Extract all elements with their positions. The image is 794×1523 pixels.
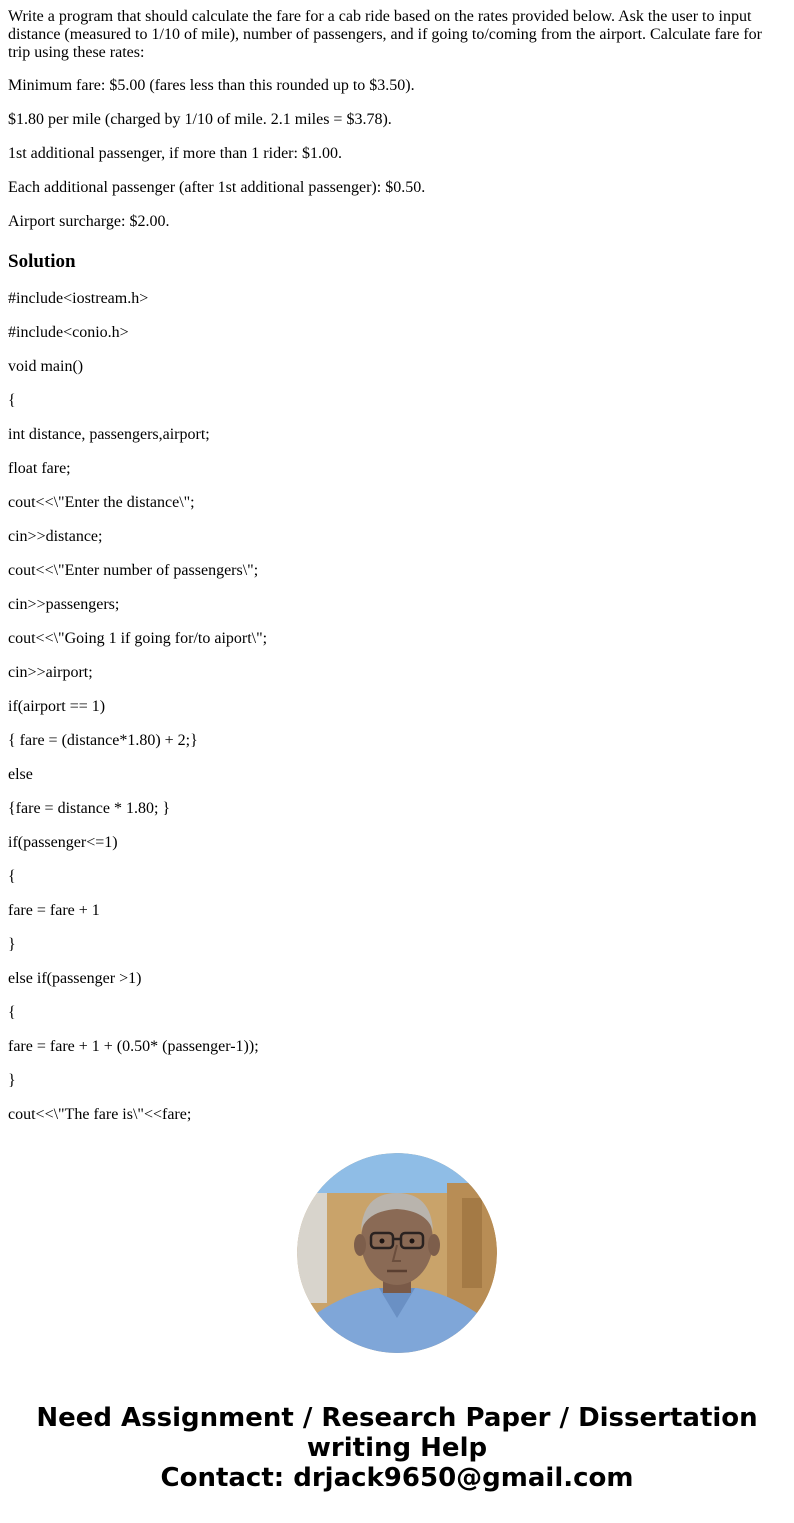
code-line: void main() (8, 358, 84, 375)
rate-minimum-fare: Minimum fare: $5.00 (fares less than this rounded up to $3.50). (8, 77, 415, 94)
rate-per-mile: $1.80 per mile (charged by 1/10 of mile. 2.1 miles = $3.78). (8, 111, 392, 128)
code-line: cout<<\"Enter number of passengers\"; (8, 562, 259, 579)
code-line: { (8, 1004, 16, 1021)
code-line: { (8, 392, 16, 409)
author-avatar (297, 1153, 497, 1353)
code-line: cin>>airport; (8, 664, 93, 681)
code-line: cin>>passengers; (8, 596, 120, 613)
code-line: { fare = (distance*1.80) + 2;} (8, 732, 198, 749)
solution-heading: Solution (8, 251, 76, 272)
code-line: fare = fare + 1 (8, 902, 100, 919)
code-line: fare = fare + 1 + (0.50* (passenger-1)); (8, 1038, 259, 1055)
banner-line-1: Need Assignment / Research Paper / Dissertation (36, 1403, 758, 1433)
code-line: int distance, passengers,airport; (8, 426, 210, 443)
code-line: cout<<\"Going 1 if going for/to aiport\"; (8, 630, 268, 647)
code-block (8, 290, 786, 1124)
rate-airport-surcharge: Airport surcharge: $2.00. (8, 213, 170, 230)
code-line: #include<iostream.h> (8, 290, 149, 307)
person-photo-icon (297, 1153, 497, 1353)
code-line: else if(passenger >1) (8, 970, 142, 987)
code-line: {fare = distance * 1.80; } (8, 800, 171, 817)
code-line: cout<<\"The fare is\"<<fare; (8, 1106, 192, 1123)
promo-banner (0, 1403, 794, 1493)
question-text: Write a program that should calculate the fare for a cab ride based on the rates provided below. Ask the user to input distance (measured to 1/10 of mile), number of passengers, and if going to/coming from the airport. Calculate fare for trip using these rates: (8, 8, 762, 61)
banner-contact-line: Contact: drjack9650@gmail.com (160, 1463, 634, 1493)
code-line: if(passenger<=1) (8, 834, 118, 851)
rate-first-additional-passenger: 1st additional passenger, if more than 1 rider: $1.00. (8, 145, 342, 162)
code-line: } (8, 936, 16, 953)
code-line: } (8, 1072, 16, 1089)
banner-line-2: writing Help (306, 1433, 488, 1463)
code-line: #include<conio.h> (8, 324, 129, 341)
code-line: { (8, 868, 16, 885)
code-line: else (8, 766, 33, 783)
code-line: cout<<\"Enter the distance\"; (8, 494, 195, 511)
code-line: if(airport == 1) (8, 698, 106, 715)
code-line: float fare; (8, 460, 71, 477)
rate-each-additional-passenger: Each additional passenger (after 1st additional passenger): $0.50. (8, 179, 426, 196)
code-line: cin>>distance; (8, 528, 103, 545)
